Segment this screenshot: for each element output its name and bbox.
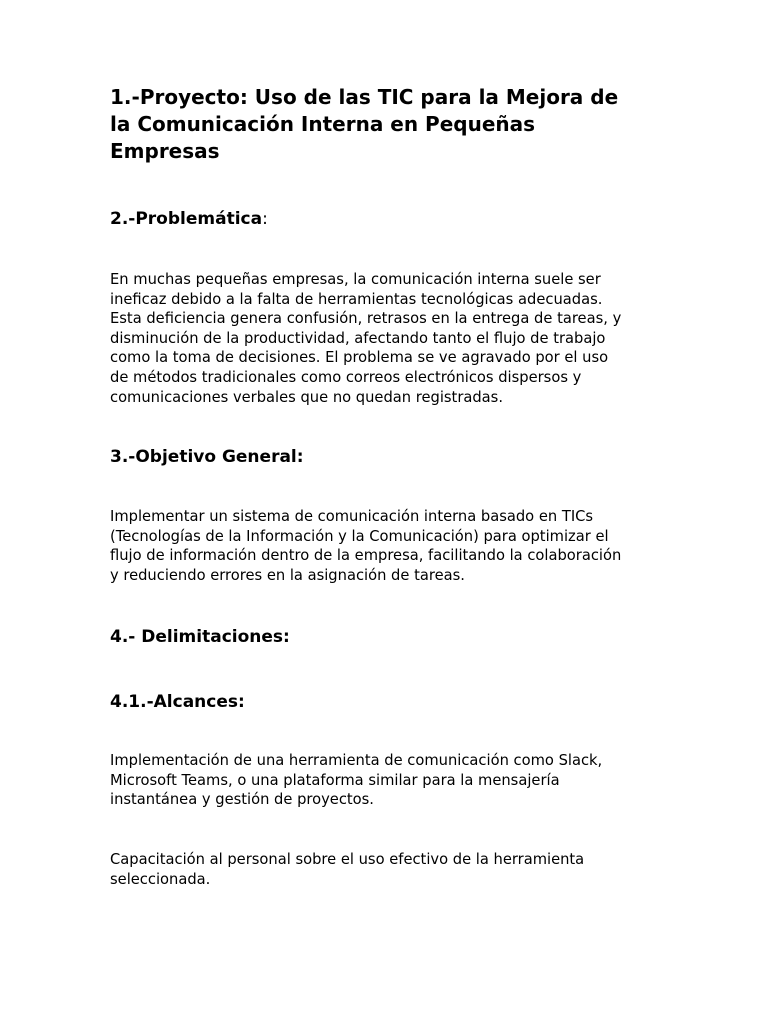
alcances-heading: 4.1.-Alcances: [110, 692, 245, 712]
paragraph-line: instantánea y gestión de proyectos. [110, 791, 374, 809]
paragraph-line: En muchas pequeñas empresas, la comunicación interna suele ser [110, 271, 601, 288]
problematica-heading-text: 2.-Problemática [110, 209, 263, 229]
delimitaciones-heading: 4.- Delimitaciones: [110, 627, 290, 647]
paragraph-line: seleccionada. [110, 870, 211, 888]
problematica-paragraph [110, 270, 670, 407]
objetivo-paragraph [110, 507, 670, 585]
paragraph-line: comunicaciones verbales que no quedan registradas. [110, 388, 503, 406]
paragraph-line: Implementación de una herramienta de comunicación como Slack, [110, 752, 603, 769]
paragraph-line: ineficaz debido a la falta de herramientas tecnológicas adecuadas. [110, 290, 603, 308]
paragraph-line: de métodos tradicionales como correos electrónicos dispersos y [110, 368, 582, 386]
paragraph-line: y reduciendo errores en la asignación de tareas. [110, 566, 465, 584]
paragraph-line: Esta deficiencia genera confusión, retrasos en la entrega de tareas, y [110, 310, 622, 328]
problematica-heading [110, 208, 268, 230]
paragraph-line: Implementar un sistema de comunicación interna basado en TICs [110, 508, 594, 525]
paragraph-line: como la toma de decisiones. El problema se ve agravado por el uso [110, 349, 609, 367]
paragraph-line: disminución de la productividad, afectando tanto el flujo de trabajo [110, 329, 606, 347]
document-title [110, 84, 670, 165]
title-line: Empresas [110, 139, 220, 163]
alcances-item-2 [110, 850, 670, 889]
paragraph-line: flujo de información dentro de la empresa, facilitando la colaboración [110, 547, 622, 565]
title-line: 1.-Proyecto: Uso de las TIC para la Mejora de [110, 85, 619, 109]
title-line: la Comunicación Interna en Pequeñas [110, 112, 536, 136]
paragraph-line: Microsoft Teams, o una plataforma similar para la mensajería [110, 771, 560, 789]
problematica-heading-colon: : [262, 209, 268, 229]
alcances-item-1 [110, 751, 670, 810]
objetivo-heading: 3.-Objetivo General: [110, 447, 304, 467]
paragraph-line: (Tecnologías de la Información y la Comunicación) para optimizar el [110, 527, 609, 545]
paragraph-line: Capacitación al personal sobre el uso efectivo de la herramienta [110, 851, 585, 868]
